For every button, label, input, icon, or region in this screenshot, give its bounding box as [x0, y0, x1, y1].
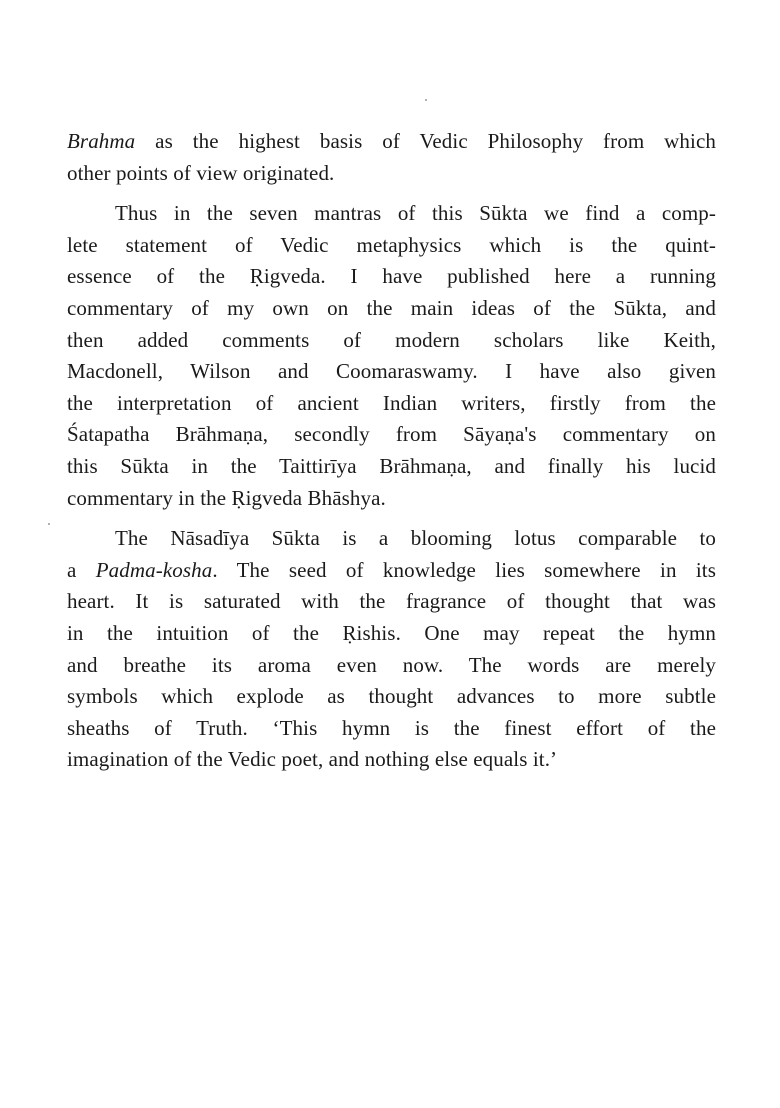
text-line: commentary in the Ṛigveda Bhāshya.: [67, 485, 386, 510]
italic-term: Brahma: [67, 129, 136, 153]
paragraph-1: [67, 126, 716, 189]
text-line: then added comments of modern scholars like Keith,: [67, 327, 716, 352]
text-line: Śatapatha Brāhmaṇa, secondly from Sāyaṇa's commentary on: [67, 422, 716, 447]
paragraph-2: [67, 198, 716, 514]
paragraph-3: [67, 523, 716, 776]
text-line: symbols which explode as thought advances to more subtle: [67, 684, 716, 709]
text-line: Macdonell, Wilson and Coomaraswamy. I have also given: [67, 359, 716, 384]
line-text: as the highest basis of Vedic Philosophy from which: [135, 129, 716, 153]
text-line: The Nāsadīya Sūkta is a blooming lotus comparable to: [115, 526, 716, 551]
line-text: . The seed of knowledge lies somewhere in its: [212, 557, 716, 582]
text-line: in the intuition of the Ṛishis. One may repeat the hymn: [67, 620, 716, 645]
scan-speck: [48, 523, 50, 525]
line-prefix: a: [67, 557, 96, 582]
text-line: sheaths of Truth. ‘This hymn is the finest effort of the: [67, 715, 716, 740]
scan-speck: [425, 99, 427, 101]
text-line: [67, 555, 716, 587]
text-line: other points of view originated.: [67, 160, 335, 185]
text-line: Thus in the seven mantras of this Sūkta we find a comp-: [115, 201, 716, 226]
italic-term: Padma-kosha: [95, 557, 213, 582]
document-page: [67, 126, 716, 785]
text-line: imagination of the Vedic poet, and nothing else equals it.’: [67, 747, 558, 772]
text-line: and breathe its aroma even now. The words are merely: [67, 652, 716, 677]
text-line: heart. It is saturated with the fragrance of thought that was: [67, 589, 716, 614]
text-line: commentary of my own on the main ideas of the Sūkta, and: [67, 295, 716, 320]
text-line: essence of the Ṛigveda. I have published here a running: [67, 264, 716, 289]
text-line: the interpretation of ancient Indian writers, firstly from the: [67, 390, 716, 415]
text-line: lete statement of Vedic metaphysics which is the quint-: [67, 232, 716, 257]
text-line: [67, 126, 716, 158]
text-line: this Sūkta in the Taittirīya Brāhmaṇa, and finally his lucid: [67, 453, 716, 478]
